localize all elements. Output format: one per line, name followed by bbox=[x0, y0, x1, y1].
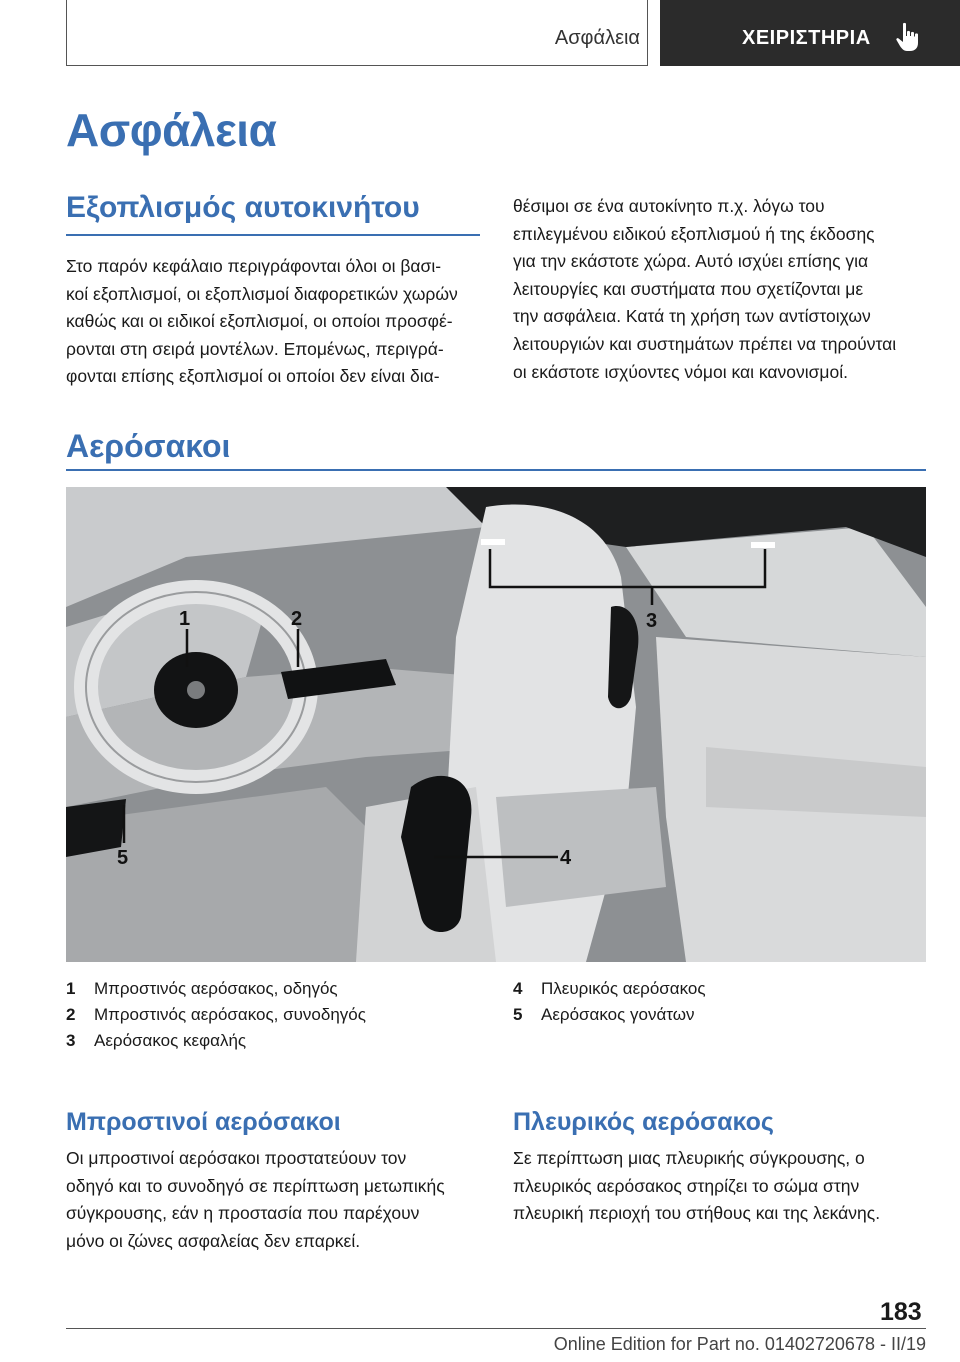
airbags-heading-rule bbox=[66, 469, 926, 471]
airbag-legend-left bbox=[66, 976, 366, 1054]
text-line: για την εκάστοτε χώρα. Αυτό ισχύει επίσης για bbox=[513, 251, 869, 272]
edition-footer: Online Edition for Part no. 01402720678 - II/19 bbox=[553, 1334, 926, 1354]
legend-item bbox=[513, 976, 706, 1002]
callout-5: 5 bbox=[117, 847, 129, 869]
page-title: Ασφάλεια bbox=[66, 104, 277, 156]
equipment-text-right bbox=[513, 193, 933, 386]
header-section-label: Ασφάλεια bbox=[554, 27, 640, 49]
equipment-heading-rule bbox=[66, 234, 480, 236]
text-line: Σε περίπτωση μιας πλευρικής σύγκρουσης, ο bbox=[513, 1148, 865, 1168]
airbag-locations-illustration bbox=[66, 487, 926, 962]
callout-2: 2 bbox=[291, 608, 303, 630]
legend-label: Πλευρικός αερόσακος bbox=[541, 979, 706, 998]
legend-label: Μπροστινός αερόσακος, συνοδηγός bbox=[94, 1005, 366, 1024]
text-line: λειτουργίες και συστήματα που σχετίζονται με bbox=[513, 278, 864, 299]
legend-number: 5 bbox=[513, 1005, 523, 1024]
text-line: σύγκρουσης, εάν η προστασία που παρέχουν bbox=[66, 1203, 420, 1224]
text-line: πλευρικός αερόσακος στηρίζει το σώμα στην bbox=[513, 1175, 860, 1196]
text-line: φονται επίσης εξοπλισμοί οι οποίοι δεν είναι δια- bbox=[66, 366, 440, 387]
text-line: ρονται στη σειρά μοντέλων. Επομένως, περιγρά- bbox=[66, 338, 444, 359]
side-airbag-heading: Πλευρικός αερόσακος bbox=[513, 1108, 774, 1136]
callout-1: 1 bbox=[179, 608, 191, 630]
legend-number: 3 bbox=[66, 1031, 76, 1050]
legend-item bbox=[66, 1002, 366, 1028]
page-number: 183 bbox=[880, 1298, 922, 1326]
car-interior-drawing bbox=[66, 487, 926, 962]
equipment-text-left bbox=[66, 253, 486, 391]
legend-number: 4 bbox=[513, 979, 523, 998]
text-line: Οι μπροστινοί αερόσακοι προστατεύουν τον bbox=[66, 1148, 407, 1168]
text-line: καθώς και οι ειδικοί εξοπλισμοί, οι οποίοι προσφέ- bbox=[66, 311, 453, 332]
pointing-hand-icon bbox=[895, 22, 921, 52]
text-line: την ασφάλεια. Κατά τη χρήση των αντίστοιχων bbox=[513, 306, 871, 327]
callout-4: 4 bbox=[560, 847, 572, 869]
text-line: επιλεγμένου ειδικού εξοπλισμού ή της έκδοσης bbox=[513, 223, 875, 244]
legend-label: Μπροστινός αερόσακος, οδηγός bbox=[94, 979, 338, 998]
airbag-legend-right bbox=[513, 976, 706, 1028]
front-airbags-text bbox=[66, 1145, 491, 1255]
text-line: πλευρική περιοχή του στήθους και της λεκάνης. bbox=[513, 1203, 881, 1224]
airbags-heading: Αερόσακοι bbox=[66, 428, 231, 464]
text-line: λειτουργιών και συστημάτων πρέπει να τηρούνται bbox=[513, 333, 897, 354]
text-line: κοί εξοπλισμοί, οι εξοπλισμοί διαφορετικών χωρών bbox=[66, 283, 458, 304]
legend-item bbox=[513, 1002, 706, 1028]
legend-number: 2 bbox=[66, 1005, 76, 1024]
legend-label: Αερόσακος κεφαλής bbox=[94, 1031, 247, 1050]
legend-item bbox=[66, 1028, 366, 1054]
text-line: θέσιμοι σε ένα αυτοκίνητο π.χ. λόγω του bbox=[513, 196, 825, 216]
text-line: μόνο οι ζώνες ασφαλείας δεν επαρκεί. bbox=[66, 1230, 361, 1251]
text-line: οι εκάστοτε ισχύοντες νόμοι και κανονισμοί. bbox=[513, 361, 848, 382]
header-chapter-label: ΧΕΙΡΙΣΤΗΡΙΑ bbox=[742, 27, 871, 49]
front-airbags-heading: Μπροστινοί αερόσακοι bbox=[66, 1108, 341, 1136]
side-airbag-text bbox=[513, 1145, 933, 1228]
text-line: οδηγό και το συνοδηγό σε περίπτωση μετωπικής bbox=[66, 1175, 445, 1196]
legend-item bbox=[66, 976, 366, 1002]
text-line: Στο παρόν κεφάλαιο περιγράφονται όλοι οι βασι- bbox=[66, 256, 442, 276]
legend-number: 1 bbox=[66, 979, 76, 998]
equipment-heading: Εξοπλισμός αυτοκινήτου bbox=[66, 191, 420, 224]
footer-rule bbox=[66, 1328, 926, 1329]
legend-label: Αερόσακος γονάτων bbox=[541, 1005, 695, 1024]
callout-3: 3 bbox=[646, 610, 658, 632]
